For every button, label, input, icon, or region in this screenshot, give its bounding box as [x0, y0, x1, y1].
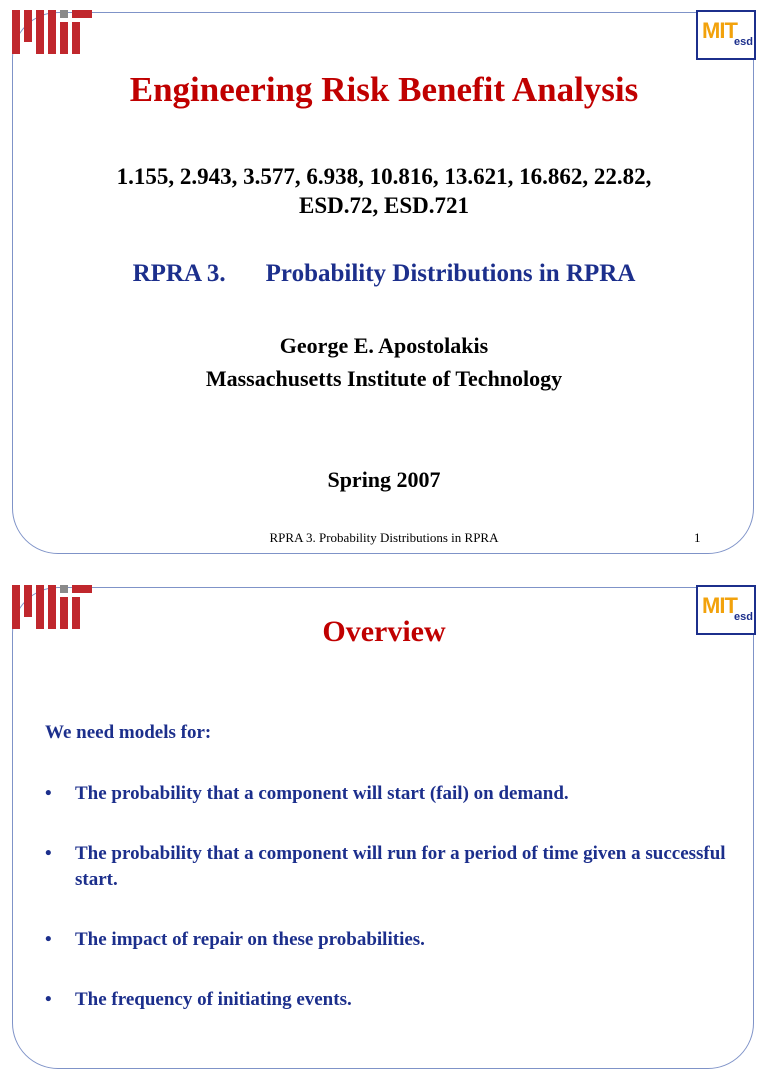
- course-numbers-line-1: 1.155, 2.943, 3.577, 6.938, 10.816, 13.621, 16.862, 22.82,: [116, 164, 652, 189]
- bullet-text: The probability that a component will run for a period of time given a successful start.: [75, 843, 726, 890]
- bullet-text: The frequency of initiating events.: [75, 989, 352, 1010]
- author-name: George E. Apostolakis: [279, 333, 489, 358]
- institution: Massachusetts Institute of Technology: [205, 366, 563, 391]
- slide-footer: RPRA 3. Probability Distributions in RPRA: [269, 530, 499, 545]
- list-item: [45, 781, 735, 807]
- bullet-icon: •: [45, 989, 52, 1010]
- overview-bullet-list: [45, 781, 735, 1013]
- course-numbers-line-2: ESD.72, ESD.721: [299, 193, 469, 218]
- bullet-icon: •: [45, 843, 52, 864]
- lecture-number: RPRA 3.: [132, 260, 226, 287]
- slide-title: Overview: [322, 615, 446, 648]
- course-numbers: [0, 162, 768, 220]
- list-item: [45, 927, 735, 953]
- esd-logo-esd-text: esd: [734, 611, 753, 623]
- list-item: [45, 987, 735, 1013]
- esd-logo-esd-text: esd: [734, 36, 753, 48]
- mit-logo: [12, 10, 92, 54]
- esd-logo-mit-text: MIT: [702, 593, 737, 618]
- slide-2: [0, 575, 768, 1024]
- list-item: [45, 841, 735, 893]
- esd-logo-mit-text: MIT: [702, 18, 737, 43]
- page-number: 1: [694, 530, 701, 545]
- lecture-subtitle: [0, 260, 768, 288]
- mit-esd-logo: [696, 10, 756, 60]
- bullet-icon: •: [45, 783, 52, 804]
- slide-title: Engineering Risk Benefit Analysis: [129, 70, 639, 109]
- bullet-icon: •: [45, 929, 52, 950]
- overview-intro: We need models for:: [45, 722, 212, 743]
- bullet-text: The probability that a component will start (fail) on demand.: [75, 783, 569, 804]
- bullet-text: The impact of repair on these probabilities.: [75, 929, 425, 950]
- lecture-title: Probability Distributions in RPRA: [265, 260, 636, 287]
- term-date: Spring 2007: [327, 467, 441, 492]
